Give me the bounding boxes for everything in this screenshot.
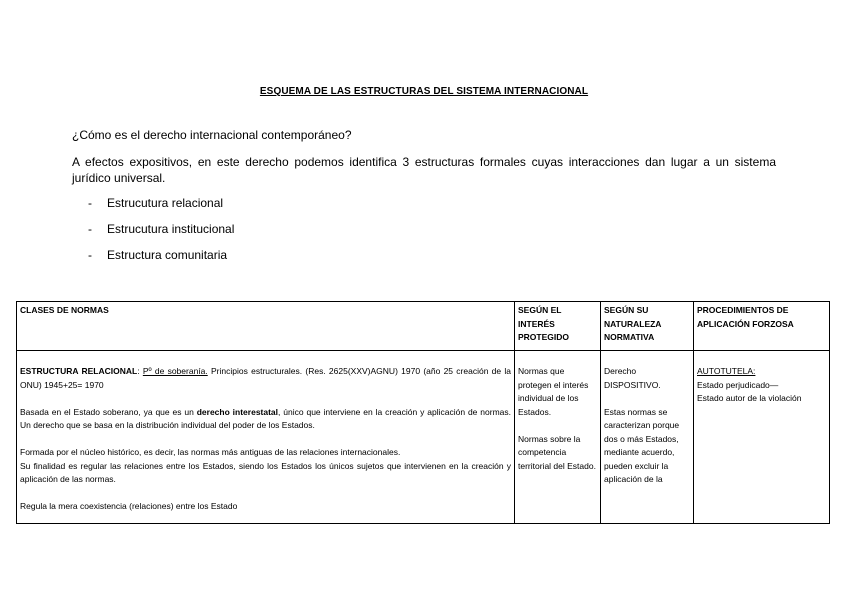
autotutela-heading: AUTOTUTELA: bbox=[697, 366, 756, 376]
list-item: - Estructura comunitaria bbox=[88, 248, 228, 262]
header-interes: SEGÚN EL INTERÉS PROTEGIDO bbox=[515, 302, 601, 351]
table-header-row bbox=[17, 302, 830, 351]
relacional-basis: Basada en el Estado soberano, ya que es un derecho interestatal, único que interviene en la creación y aplicación de normas. Un derecho que se basa en la distribución individual del poder de los Estados. bbox=[20, 406, 512, 430]
document-title: ESQUEMA DE LAS ESTRUCTURAS DEL SISTEMA INTERNACIONAL bbox=[259, 86, 589, 97]
relacional-scope: Regula la mera coexistencia (relaciones) entre los Estado bbox=[20, 501, 238, 511]
header-procedimientos: PROCEDIMIENTOS DE APLICACIÓN FORZOSA bbox=[694, 302, 830, 351]
cell-naturaleza: Derecho DISPOSITIVO. Estas normas se caracterizan porque dos o más Estados, mediante acuerdo, pueden excluir la aplicación de la bbox=[601, 351, 694, 524]
cell-clases bbox=[17, 351, 515, 524]
table-row bbox=[17, 351, 830, 524]
cell-procedimientos: AUTOTUTELA: Estado perjudicado— Estado autor de la violación bbox=[694, 351, 830, 524]
list-item: - Estrucutura institucional bbox=[88, 222, 235, 236]
relacional-origin: Formada por el núcleo histórico, es decir, las normas más antiguas de las relaciones internacionales. bbox=[20, 447, 401, 457]
principle-link: Pº de soberanía. bbox=[142, 366, 208, 376]
relacional-intro: ESTRUCTURA RELACIONAL: Pº de soberanía. Principios estructurales. (Res. 2625(XXV)AGNU) 1970 (año 25 creación de la ONU) 1945+25= 1970 bbox=[20, 366, 511, 390]
list-item-label: Estrucutura institucional bbox=[107, 222, 235, 236]
relacional-purpose: Su finalidad es regular las relaciones entre los Estados, siendo los Estados los únicos sujetos que intervienen en la creación y aplicación de las normas. bbox=[20, 460, 511, 484]
cell-interes: Normas que protegen el interés individual de los Estados. Normas sobre la competencia territorial del Estado. bbox=[515, 351, 601, 524]
list-item: - Estrucutura relacional bbox=[88, 196, 224, 210]
header-naturaleza: SEGÚN SU NATURALEZA NORMATIVA bbox=[601, 302, 694, 351]
structure-label: ESTRUCTURA RELACIONAL bbox=[20, 366, 138, 376]
list-item-label: Estructura comunitaria bbox=[107, 248, 228, 262]
intro-question: ¿Cómo es el derecho internacional contemporáneo? bbox=[72, 128, 352, 142]
intro-paragraph: A efectos expositivos, en este derecho podemos identifica 3 estructuras formales cuyas interacciones dan lugar a un sistema jurídico universal. bbox=[72, 155, 776, 185]
list-item-label: Estrucutura relacional bbox=[107, 196, 224, 210]
structure-list bbox=[88, 196, 234, 274]
header-clases: CLASES DE NORMAS bbox=[17, 302, 515, 351]
norms-table bbox=[16, 301, 830, 524]
